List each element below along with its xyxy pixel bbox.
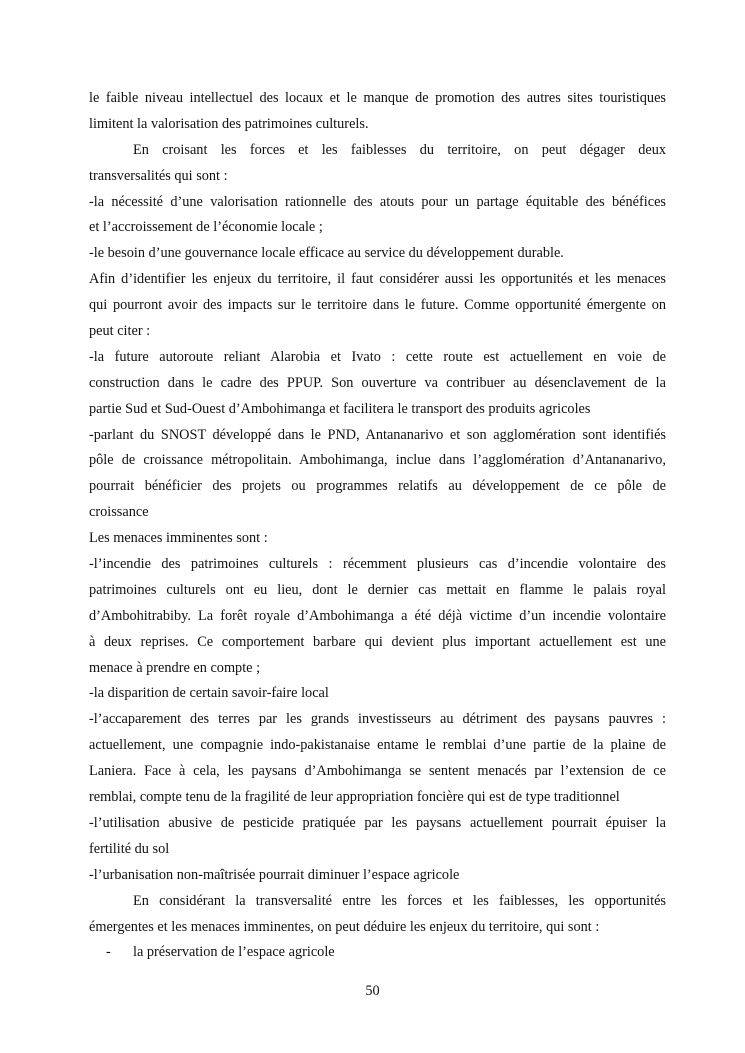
bullet-marker: - [106, 944, 111, 961]
text-line: -l’urbanisation non-maîtrisée pourrait diminuer l’espace agricole [89, 866, 460, 883]
text-line: le faible niveau intellectuel des locaux et le manque de promotion des autres sites touristiques [89, 90, 666, 106]
text-line: Laniera. Face à cela, les paysans d’Ambohimanga se sentent menacés par l’extension de ce [89, 763, 666, 780]
text-line: à deux reprises. Ce comportement barbare qui devient plus important actuellement est une [89, 633, 666, 650]
text-line: -l’incendie des patrimoines culturels : récemment plusieurs cas d’incendie volontaire des [89, 556, 666, 573]
body-text [89, 86, 666, 966]
text-line: actuellement, une compagnie indo-pakistanaise entame le remblai d’une partie de la plaine de [89, 737, 666, 754]
text-line: -l’accaparement des terres par les grands investisseurs au détriment des paysans pauvres : [89, 711, 666, 728]
text-line: patrimoines culturels ont eu lieu, dont le dernier cas mettait en flamme le palais royal [89, 581, 666, 598]
text-line: peut citer : [89, 323, 151, 340]
text-line: pourrait bénéficier des projets ou programmes relatifs au développement de ce pôle de [89, 478, 666, 495]
text-line: Afin d’identifier les enjeux du territoire, il faut considérer aussi les opportunités et les menaces [89, 271, 666, 288]
text-line: limitent la valorisation des patrimoines culturels. [89, 115, 369, 132]
text-line: transversalités qui sont : [89, 167, 228, 184]
text-line: qui pourront avoir des impacts sur le territoire dans le future. Comme opportunité émergente on [89, 297, 666, 314]
text-line: pôle de croissance métropolitain. Ambohimanga, inclue dans l’agglomération d’Antananarivo, [89, 452, 666, 469]
text-line: En considérant la transversalité entre les forces et les faiblesses, les opportunités [133, 892, 666, 909]
text-line: et l’accroissement de l’économie locale ; [89, 219, 323, 236]
text-line: En croisant les forces et les faiblesses du territoire, on peut dégager deux [133, 141, 666, 158]
text-line: d’Ambohitrabiby. La forêt royale d’Ambohimanga a été déjà victime d’un incendie volontaire [89, 607, 666, 624]
text-line: -parlant du SNOST développé dans le PND, Antananarivo et son agglomération sont identifiés [89, 426, 666, 443]
text-line: -le besoin d’une gouvernance locale efficace au service du développement durable. [89, 245, 564, 262]
text-line: menace à prendre en compte ; [89, 659, 261, 676]
text-line: fertilité du sol [89, 840, 170, 857]
text-line: -la nécessité d’une valorisation rationnelle des atouts pour un partage équitable des bénéfices [89, 193, 666, 210]
text-line: construction dans le cadre des PPUP. Son ouverture va contribuer au désenclavement de la [89, 374, 666, 391]
bullet-text: la préservation de l’espace agricole [133, 944, 335, 961]
bullet-item [89, 940, 666, 966]
text-line: croissance [89, 504, 149, 521]
page-number: 50 [365, 983, 380, 999]
text-line: -la future autoroute reliant Alarobia et Ivato : cette route est actuellement en voie de [89, 348, 666, 365]
text-line: émergentes et les menaces imminentes, on peut déduire les enjeux du territoire, qui sont : [89, 918, 600, 935]
text-line: remblai, compte tenu de la fragilité de leur appropriation foncière qui est de type traditionnel [89, 789, 620, 806]
text-line: -la disparition de certain savoir-faire local [89, 685, 329, 702]
text-line: partie Sud et Sud-Ouest d’Ambohimanga et facilitera le transport des produits agricoles [89, 400, 591, 417]
text-line: Les menaces imminentes sont : [89, 530, 268, 547]
text-line: -l’utilisation abusive de pesticide pratiquée par les paysans actuellement pourrait épuiser la [89, 814, 666, 831]
